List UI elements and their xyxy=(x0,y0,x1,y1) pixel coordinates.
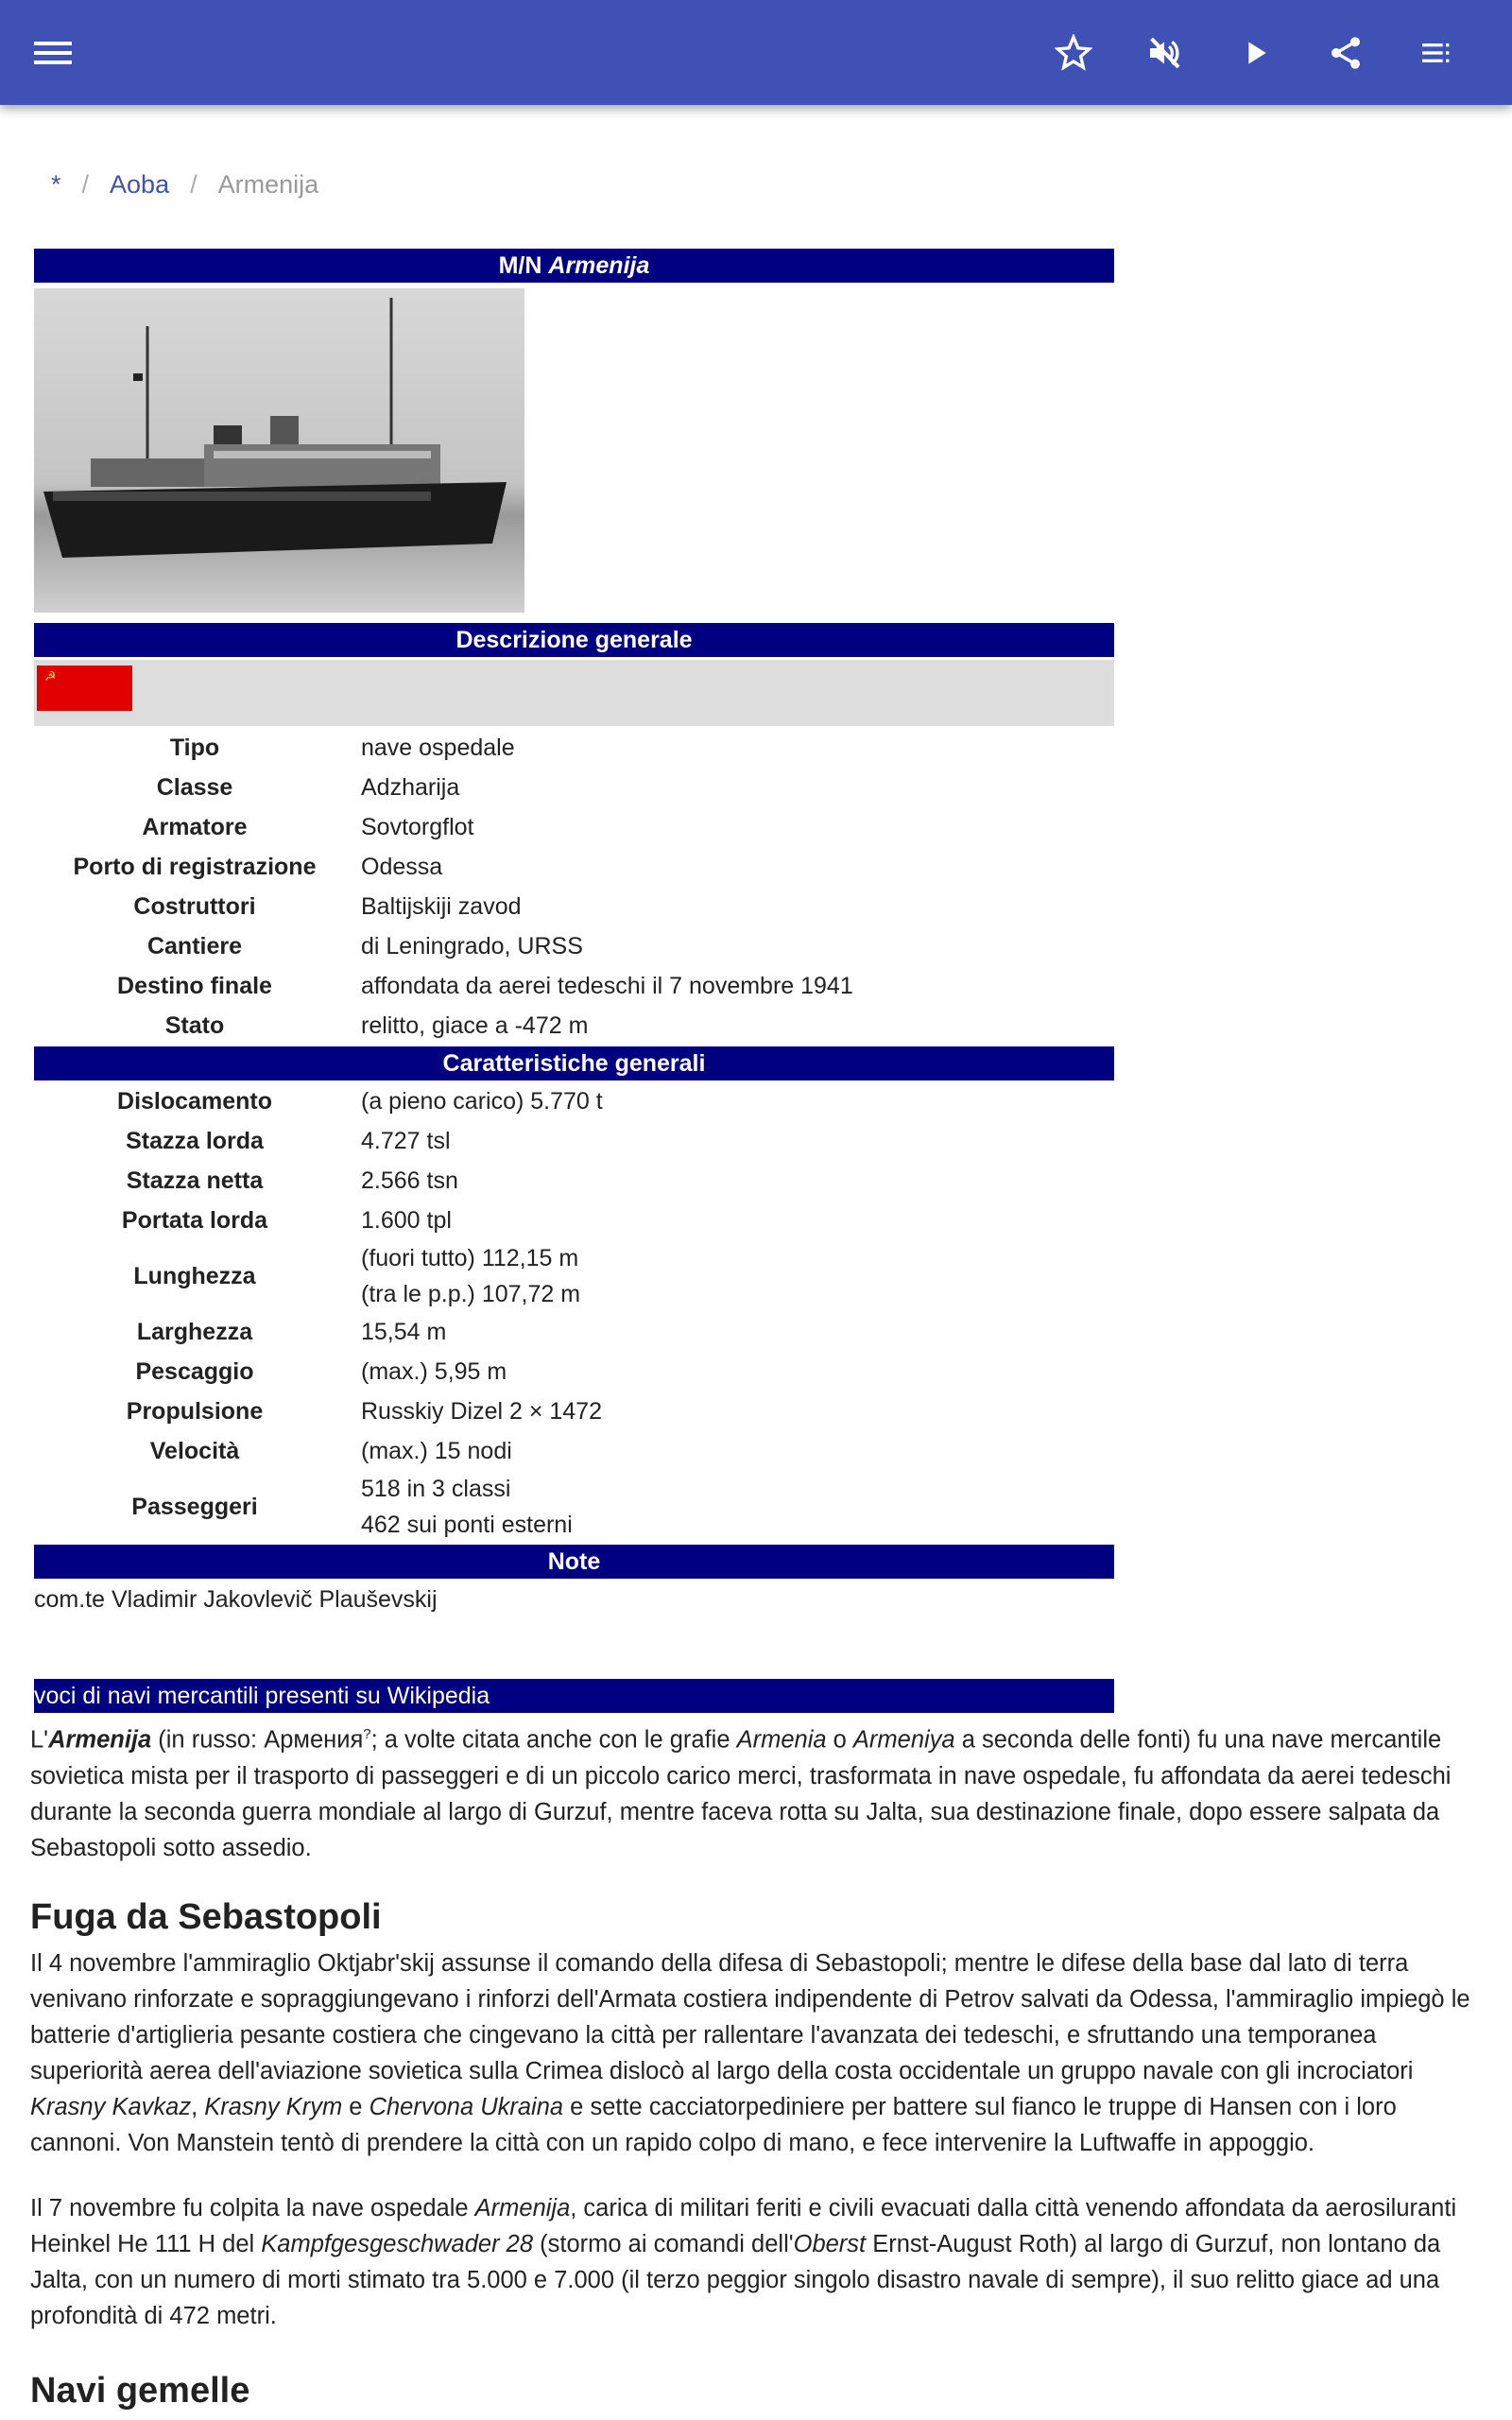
share-icon[interactable] xyxy=(1323,30,1368,76)
infobox xyxy=(34,249,1114,1620)
info-row-classe xyxy=(34,768,1114,807)
info-row-costruttori xyxy=(34,887,1114,926)
row-label: Stazza lorda xyxy=(126,1127,264,1154)
row-label: Destino finale xyxy=(117,972,272,999)
infobox-title xyxy=(34,249,1114,283)
spec-row xyxy=(34,1081,1114,1121)
spec-row xyxy=(34,1312,1114,1352)
info-row-porto xyxy=(34,847,1114,887)
spec-row xyxy=(34,1352,1114,1392)
row-value[interactable]: Baltijskiji zavod xyxy=(361,893,522,920)
row-value[interactable]: Sovtorgflot xyxy=(361,814,474,840)
value-line: (tra le p.p.) 107,72 m xyxy=(361,1281,581,1307)
row-label: Classe xyxy=(156,773,233,801)
row-value xyxy=(355,1240,580,1312)
breadcrumb-aoba[interactable]: Aoba xyxy=(110,170,170,199)
info-row-destino xyxy=(34,966,1114,1006)
spec-row xyxy=(34,1431,1114,1471)
row-value: Russkiy Dizel 2 × 1472 xyxy=(361,1398,602,1425)
playlist-icon[interactable] xyxy=(1414,30,1459,76)
row-label: Velocità xyxy=(149,1437,240,1464)
section-header-specs: Caratteristiche generali xyxy=(34,1046,1114,1080)
row-value: di Leningrado, URSS xyxy=(361,933,583,959)
row-label: Pescaggio xyxy=(135,1357,254,1385)
row-label: Tipo xyxy=(169,734,220,761)
row-value[interactable]: Adzharija xyxy=(361,774,460,801)
row-value: 1.600 tpl xyxy=(361,1207,452,1234)
row-value[interactable]: Odessa xyxy=(361,854,443,880)
title-name: Armenija xyxy=(548,252,650,279)
value-line: 462 sui ponti esterni xyxy=(361,1512,573,1538)
paragraph-fuga-2: Il 7 novembre fu colpita la nave ospedale Armenija, carica di militari feriti e civili evacuati dalla città venendo affondata da aerosiluranti Heinkel He 111 H del Kampfgesgeschwader 28 (stormo ai comandi dell'Oberst Ernst-August Roth) al largo di Gurzuf, non lontano da Jalta, con un numero di morti stimato tra 5.000 e 7.000 (il terzo peggior singolo disastro navale di sempre), il suo relitto giace ad una profondità di 472 metri. xyxy=(30,2195,1457,2329)
row-label: Propulsione xyxy=(126,1397,264,1425)
ship-photo[interactable] xyxy=(34,288,524,613)
flag-row xyxy=(34,660,1114,726)
row-value xyxy=(355,1471,573,1543)
row-label: Larghezza xyxy=(136,1318,253,1345)
info-row-tipo xyxy=(34,728,1114,768)
row-value: nave ospedale xyxy=(361,735,515,761)
row-value: (max.) 5,95 m xyxy=(361,1358,507,1385)
play-icon[interactable] xyxy=(1232,30,1278,76)
row-value: (max.) 15 nodi xyxy=(361,1438,512,1464)
spec-row xyxy=(34,1471,1114,1543)
info-row-cantiere xyxy=(34,926,1114,966)
breadcrumb-separator: / xyxy=(81,170,90,199)
row-label: Porto di registrazione xyxy=(73,853,317,880)
row-label: Armatore xyxy=(142,813,248,840)
menu-icon[interactable] xyxy=(30,30,76,76)
row-value: affondata da aerei tedeschi il 7 novembre 1941 xyxy=(361,973,853,999)
row-label: Passeggeri xyxy=(131,1493,258,1520)
spec-row xyxy=(34,1161,1114,1201)
info-row-stato xyxy=(34,1006,1114,1046)
intro-paragraph: L'Armenija (in russo: Армения?; a volte citata anche con le grafie Armenia o Armeniya a seconda delle fonti) fu una nave mercantile sovietica mista per il trasporto di passeggeri e di un piccolo carico merci, trasformata in nave ospedale, fu affondata da aerei tedeschi durante la seconda guerra mondiale al largo di Gurzuf, mentre faceva rotta su Jalta, sua destinazione finale, dopo essere salpata da Sebastopoli sotto assedio. xyxy=(30,1726,1452,1861)
note-text: com.te Vladimir Jakovlevič Plauševskij xyxy=(34,1586,438,1613)
row-value: relitto, giace a -472 m xyxy=(361,1012,589,1039)
app-bar xyxy=(0,0,1512,105)
spec-row xyxy=(34,1121,1114,1161)
row-label: Costruttori xyxy=(133,892,256,920)
row-label: Portata lorda xyxy=(121,1206,268,1234)
general-rows xyxy=(34,728,1114,1046)
breadcrumb-current: Armenija xyxy=(217,170,319,199)
title-prefix: M/N xyxy=(498,252,549,279)
spec-row xyxy=(34,1392,1114,1431)
navbox-bar[interactable]: voci di navi mercantili presenti su Wikipedia xyxy=(34,1679,1114,1713)
star-icon[interactable] xyxy=(1051,30,1096,76)
mute-icon[interactable] xyxy=(1142,30,1187,76)
section-header-note: Note xyxy=(34,1545,1114,1579)
paragraph-fuga-1: Il 4 novembre l'ammiraglio Oktjabr'skij assunse il comando della difesa di Sebastopoli; mentre le difese della base dal lato di terra venivano rinforzate e sopraggiungevano i rinforzi dell'Armata costiera indipendente di Petrov salvati da Odessa, l'ammiraglio impiegò le batterie d'artiglieria pesante costiera che cingevano la città per rallentare l'avanzata dei tedeschi, e sfruttando una temporanea superiorità aerea dell'aviazione sovietica sulla Crimea dislocò al largo della costa occidentale un gruppo navale con gli incrociatori Krasny Kavkaz, Krasny Krym e Chervona Ukraina e sette cacciatorpediniere per battere sul fianco le truppe di Hansen con i loro cannoni. Von Manstein tentò di prendere la città con un rapido colpo di mano, e fece intervenire la Luftwaffe in appoggio. xyxy=(30,1950,1470,2156)
row-label: Dislocamento xyxy=(117,1087,272,1115)
soviet-flag-icon[interactable]: ☭ xyxy=(37,666,132,711)
breadcrumb xyxy=(51,170,318,199)
value-line: (fuori tutto) 112,15 m xyxy=(361,1245,579,1271)
spec-row xyxy=(34,1240,1114,1312)
row-value: 15,54 m xyxy=(361,1319,447,1345)
spec-row xyxy=(34,1201,1114,1240)
row-value: 2.566 tsn xyxy=(361,1167,458,1194)
row-label: Stato xyxy=(164,1011,225,1039)
breadcrumb-separator: / xyxy=(190,170,198,199)
row-label: Cantiere xyxy=(146,932,243,959)
spec-rows xyxy=(34,1081,1114,1543)
section-heading-fuga: Fuga da Sebastopoli xyxy=(30,1897,382,1937)
row-value: 4.727 tsl xyxy=(361,1128,451,1154)
row-label: Lunghezza xyxy=(133,1262,256,1289)
value-line: 518 in 3 classi xyxy=(361,1476,511,1502)
section-header-general: Descrizione generale xyxy=(34,623,1114,657)
section-heading-navi-gemelle: Navi gemelle xyxy=(30,2371,250,2411)
info-row-armatore xyxy=(34,807,1114,847)
breadcrumb-home[interactable]: * xyxy=(51,170,61,199)
row-label: Stazza netta xyxy=(126,1167,264,1194)
row-value: (a pieno carico) 5.770 t xyxy=(361,1088,603,1115)
